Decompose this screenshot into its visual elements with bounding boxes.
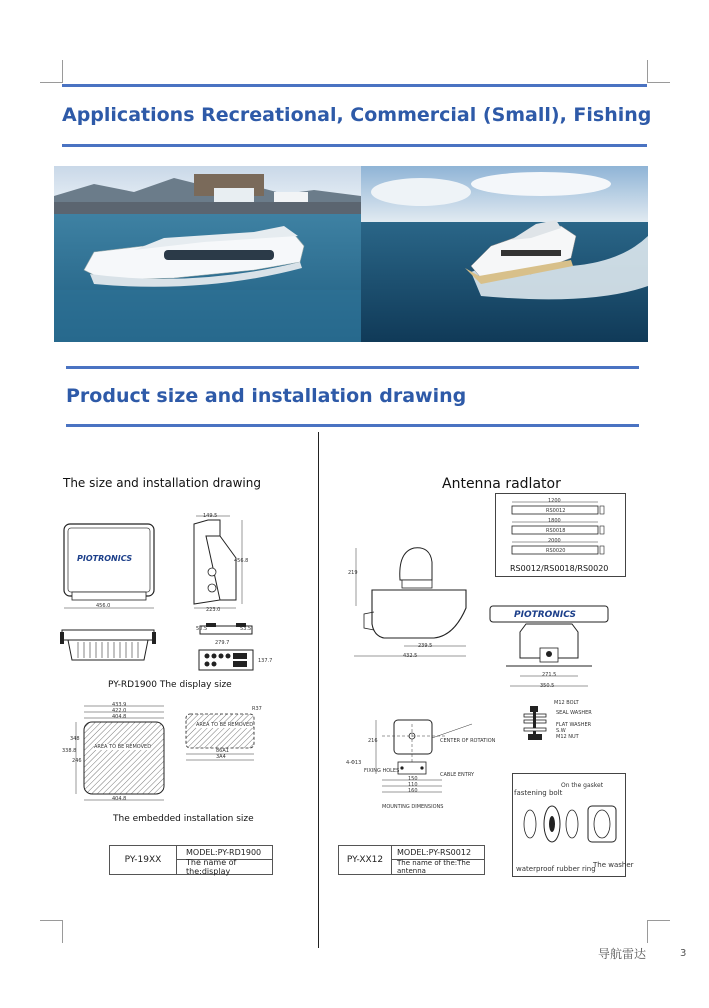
mount-small-dim-2: 4-Φ13 (346, 760, 362, 766)
mount-label-center-rotation: CENTER OF ROTATION (440, 738, 496, 744)
dim-height: 456.8 (234, 558, 249, 564)
array-options-caption: RS0012/RS0018/RS0020 (510, 564, 609, 573)
array-code-3: RS0020 (546, 548, 566, 554)
gasket-label-bolt: fastening bolt (514, 789, 563, 797)
embedded-dim-top-2: 422.0 (112, 708, 127, 714)
crop-mark-bottom-left (40, 920, 63, 943)
mount-label-nut: M12 NUT (556, 734, 579, 740)
display-rear-view (60, 624, 156, 666)
heading-rule-bottom (62, 144, 647, 147)
product-rule-top (66, 366, 639, 369)
page-number: 3 (680, 948, 687, 959)
mount-label-fixing-holes: FIXING HOLES (364, 768, 400, 774)
display-model-number: MODEL:PY-RD1900 (176, 846, 272, 860)
footer-label: 导航雷达 (598, 947, 647, 961)
embedded-area-label: AREA TO BE REMOVED (94, 744, 152, 750)
dim-depth-top: 149.5 (203, 513, 218, 519)
dim-base: 223.0 (206, 607, 221, 613)
embedded-dim-left-1: 338.8 (62, 748, 77, 754)
array-length-1: 1200 (548, 498, 561, 504)
dim-bracket-left: 50.5 (196, 626, 208, 632)
display-model-box (109, 845, 273, 875)
embedded-side-label-2: 86A1 (216, 748, 229, 754)
mount-label-bolt: M12 BOLT (554, 700, 579, 706)
array-code-2: RS0018 (546, 528, 566, 534)
antenna-model-number: MODEL:PY-RS0012 (391, 846, 484, 860)
display-side-view (190, 514, 252, 614)
antenna-dim-height: 219 (348, 570, 358, 576)
mount-small-dim-5: 160 (408, 788, 418, 794)
mount-label-seal-washer: SEAL WASHER (556, 710, 592, 716)
display-brand-label: PIOTRONICS (77, 554, 133, 563)
embedded-dim-top-1: 433.9 (112, 702, 127, 708)
antenna-drawing-title: Antenna radlator (442, 476, 561, 492)
embedded-dim-top-3: 404.8 (112, 714, 127, 720)
mount-small-dim-4: 110 (408, 782, 418, 788)
array-length-3: 2000 (548, 538, 561, 544)
yacht-at-dock-photo (54, 166, 361, 342)
antenna-dim-offset: 239.5 (418, 643, 433, 649)
dim-width: 456.0 (96, 603, 111, 609)
embedded-dim-left-3: 246 (72, 758, 82, 764)
mount-label-flat-washer: FLAT WASHER (556, 722, 592, 728)
display-connector-panel (197, 648, 255, 672)
display-drawing-title: The size and installation drawing (63, 476, 261, 490)
dim-bracket-right: 53.5 (240, 626, 252, 632)
crop-mark-top-left (40, 60, 63, 83)
dim-bracket-width: 279.7 (215, 640, 230, 646)
dim-rear-height: 137.7 (258, 658, 273, 664)
mount-label-cable-entry: CABLE ENTRY (440, 772, 475, 778)
applications-heading: Applications Recreational, Commercial (Small), Fishing (62, 104, 652, 126)
embedded-side-label-1: R37 (252, 706, 262, 712)
embedded-side-label-3: 3A4 (216, 754, 226, 760)
mount-label-spring-washer: S.W (556, 728, 566, 734)
antenna-model-box (338, 845, 485, 875)
bolt-stack-detail (518, 700, 558, 744)
antenna-dim-base-a: 271.5 (542, 672, 557, 678)
display-model-code: PY-19XX (110, 846, 177, 874)
crop-mark-top-right (647, 60, 670, 83)
antenna-brand-label: PIOTRONICS (514, 610, 576, 620)
array-code-1: RS0012 (546, 508, 566, 514)
embedded-caption: The embedded installation size (113, 814, 254, 824)
product-rule-bottom (66, 424, 639, 427)
crop-mark-bottom-right (647, 920, 670, 943)
yacht-cruising-photo (361, 166, 648, 342)
gasket-parts-drawing (516, 790, 624, 854)
display-model-name: The name of the:display (186, 858, 237, 876)
array-length-2: 1800 (548, 518, 561, 524)
antenna-model-code: PY-XX12 (339, 846, 392, 874)
product-heading: Product size and installation drawing (66, 385, 467, 407)
embedded-side-area-label: AREA TO BE REMOVED (196, 722, 254, 728)
gasket-label-washer: The washer (593, 861, 634, 869)
gasket-label-rubber-ring: waterproof rubber ring (516, 865, 596, 873)
antenna-model-name: The name of the:The antenna (397, 859, 471, 875)
mount-small-dim-1: 216 (368, 738, 378, 744)
gasket-label-on-gasket: On the gasket (561, 782, 604, 789)
antenna-dim-base-b: 350.5 (540, 683, 555, 689)
antenna-dim-overall: 432.5 (403, 653, 418, 659)
display-size-caption: PY-RD1900 The display size (108, 680, 232, 690)
column-divider (318, 432, 319, 948)
embedded-dim-left-2: 348 (70, 736, 80, 742)
display-front-view (62, 522, 156, 612)
mount-label-mounting-dimensions: MOUNTING DIMENSIONS (382, 804, 444, 810)
mount-small-dim-3: 150 (408, 776, 418, 782)
antenna-side-view (344, 538, 474, 662)
embedded-dim-bottom: 404.8 (112, 796, 127, 802)
heading-rule-top (62, 84, 647, 87)
